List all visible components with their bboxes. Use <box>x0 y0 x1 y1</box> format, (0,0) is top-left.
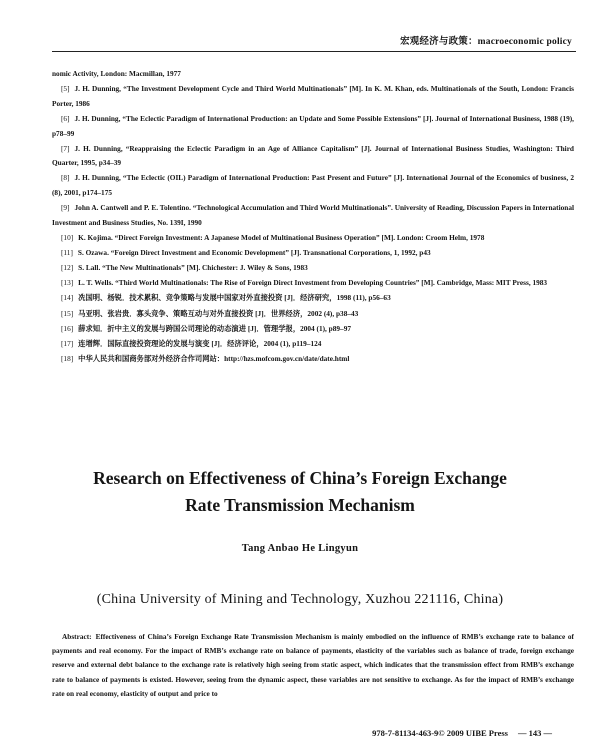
reference-text: S. Ozawa. “Foreign Direct Investment and Economic Development” [J]. Transnational Corporations, 1, 1992, p43 <box>77 248 431 258</box>
reference-number: [18] <box>61 353 74 363</box>
page-number: — 143 — <box>518 728 552 738</box>
reference-number: [11] <box>61 248 73 258</box>
reference-text: 冼国明、杨锐．技术累积、竞争策略与发展中国家对外直接投资 [J]．经济研究，1998 (11), p56–63 <box>78 293 391 303</box>
reference-number: [10] <box>61 233 74 243</box>
reference-item <box>52 171 574 200</box>
reference-item <box>52 246 574 261</box>
reference-text: J. H. Dunning, “The Eclectic Paradigm of International Production: an Update and Some Possible Extensions” [J]. Journal of International Business, 1988 (19), p78–99 <box>52 113 574 138</box>
article-title <box>40 465 560 519</box>
reference-item <box>52 276 574 291</box>
reference-item <box>52 261 574 276</box>
abstract <box>52 630 574 701</box>
reference-text: 中华人民共和国商务部对外经济合作司网站：http://hzs.mofcom.gov.cn/date/date.html <box>78 353 350 363</box>
article-authors: Tang Anbao He Lingyun <box>241 543 359 554</box>
reference-text: John A. Cantwell and P. E. Tolentino. “Technological Accumulation and Third World Multinationals”. University of Reading, Discussion Papers in International Investment and Business Studies, No. 139I, 1990 <box>52 203 574 227</box>
abstract-text: Effectiveness of China’s Foreign Exchange Rate Transmission Mechanism is mainly embodied on the influence of RMB’s exchange rate to balance of payments and real economy. For the impact of RMB’s exchange rate on balance of payments, elasticity of the variables such as balance of trade, foreign exchange reserve and external debt balance to the exchange rate is relatively high seeing from static aspect, which indicates that the transmission effect from RMB’s exchange rate to balance of payments is existed. However, seeing from the dynamic aspect, these variables are not sensitive to exchange. As for the impact of RMB’s exchange rate on real economy, elasticity of output and price to <box>52 632 574 698</box>
reference-item <box>52 307 574 322</box>
reference-item <box>52 291 574 306</box>
reference-number: [17] <box>61 338 74 348</box>
reference-text: S. Lall. “The New Multinationals” [M]. Chichester: J. Wiley & Sons, 1983 <box>78 263 308 273</box>
page-footer <box>372 728 552 738</box>
reference-number: [5] <box>61 84 70 94</box>
running-header: 宏观经济与政策：macroeconomic policy <box>400 37 572 47</box>
article-title-line-1: Research on Effectiveness of China’s Foreign Exchange <box>93 468 507 488</box>
reference-number: [6] <box>61 113 70 123</box>
article-title-line-2: Rate Transmission Mechanism <box>185 495 415 515</box>
reference-number: [16] <box>61 323 74 333</box>
reference-text: K. Kojima. “Direct Foreign Investment: A Japanese Model of Multinational Business Operation” [M]. London: Croom Helm, 1978 <box>78 233 485 243</box>
reference-text: L. T. Wells. “Third World Multinationals: The Rise of Foreign Direct Investment from Developing Countries” [M]. Cambridge, Mass: MIT Press, 1983 <box>78 278 548 288</box>
reference-number: [8] <box>61 173 70 183</box>
reference-text: J. H. Dunning, “The Eclectic (OIL) Paradigm of International Production: Past Present and Future” [J]. International Journal of the Economics of business, 2 (8), 2001, p174–175 <box>52 173 574 198</box>
reference-item <box>52 337 574 352</box>
reference-text: 薛求知．折中主义的发展与跨国公司理论的动态演进 [J]．管理学报，2004 (1), p89–97 <box>78 323 351 333</box>
reference-item <box>52 142 574 171</box>
reference-item <box>52 112 574 141</box>
abstract-label: Abstract: <box>62 632 92 641</box>
reference-number: [13] <box>61 278 74 288</box>
reference-number: [12] <box>61 263 74 273</box>
reference-text: J. H. Dunning, “The Investment Development Cycle and Third World Multinationals” [M]. In K. M. Khan, eds. Multinationals of the South, London: Francis Porter, 1986 <box>52 84 574 108</box>
reference-item <box>52 82 574 111</box>
reference-item <box>52 201 574 230</box>
reference-list <box>52 67 574 367</box>
footer-isbn: 978-7-81134-463-9© 2009 UIBE Press <box>372 728 508 738</box>
reference-number: [7] <box>61 143 70 153</box>
reference-number: [15] <box>61 308 74 318</box>
reference-text: nomic Activity, London: Macmillan, 1977 <box>52 69 181 78</box>
reference-item <box>52 67 574 82</box>
reference-text: J. H. Dunning, “Reappraising the Eclectic Paradigm in an Age of Alliance Capitalism” [J]. Journal of International Business Studies, Washington: Third Quarter, 1995, p34–39 <box>52 143 574 168</box>
reference-item <box>52 352 574 367</box>
reference-text: 连增辉．国际直接投资理论的发展与演变 [J]．经济评论，2004 (1), p119–124 <box>78 338 322 348</box>
reference-number: [9] <box>61 203 70 213</box>
reference-item <box>52 322 574 337</box>
reference-text: 马亚明、张岩贵．寡头竞争、策略互动与对外直接投资 [J]．世界经济，2002 (4), p38–43 <box>78 308 359 318</box>
author-affiliation: (China University of Mining and Technology, Xuzhou 221116, China) <box>96 592 504 607</box>
reference-number: [14] <box>61 293 74 303</box>
header-divider <box>52 51 576 52</box>
reference-item <box>52 231 574 246</box>
